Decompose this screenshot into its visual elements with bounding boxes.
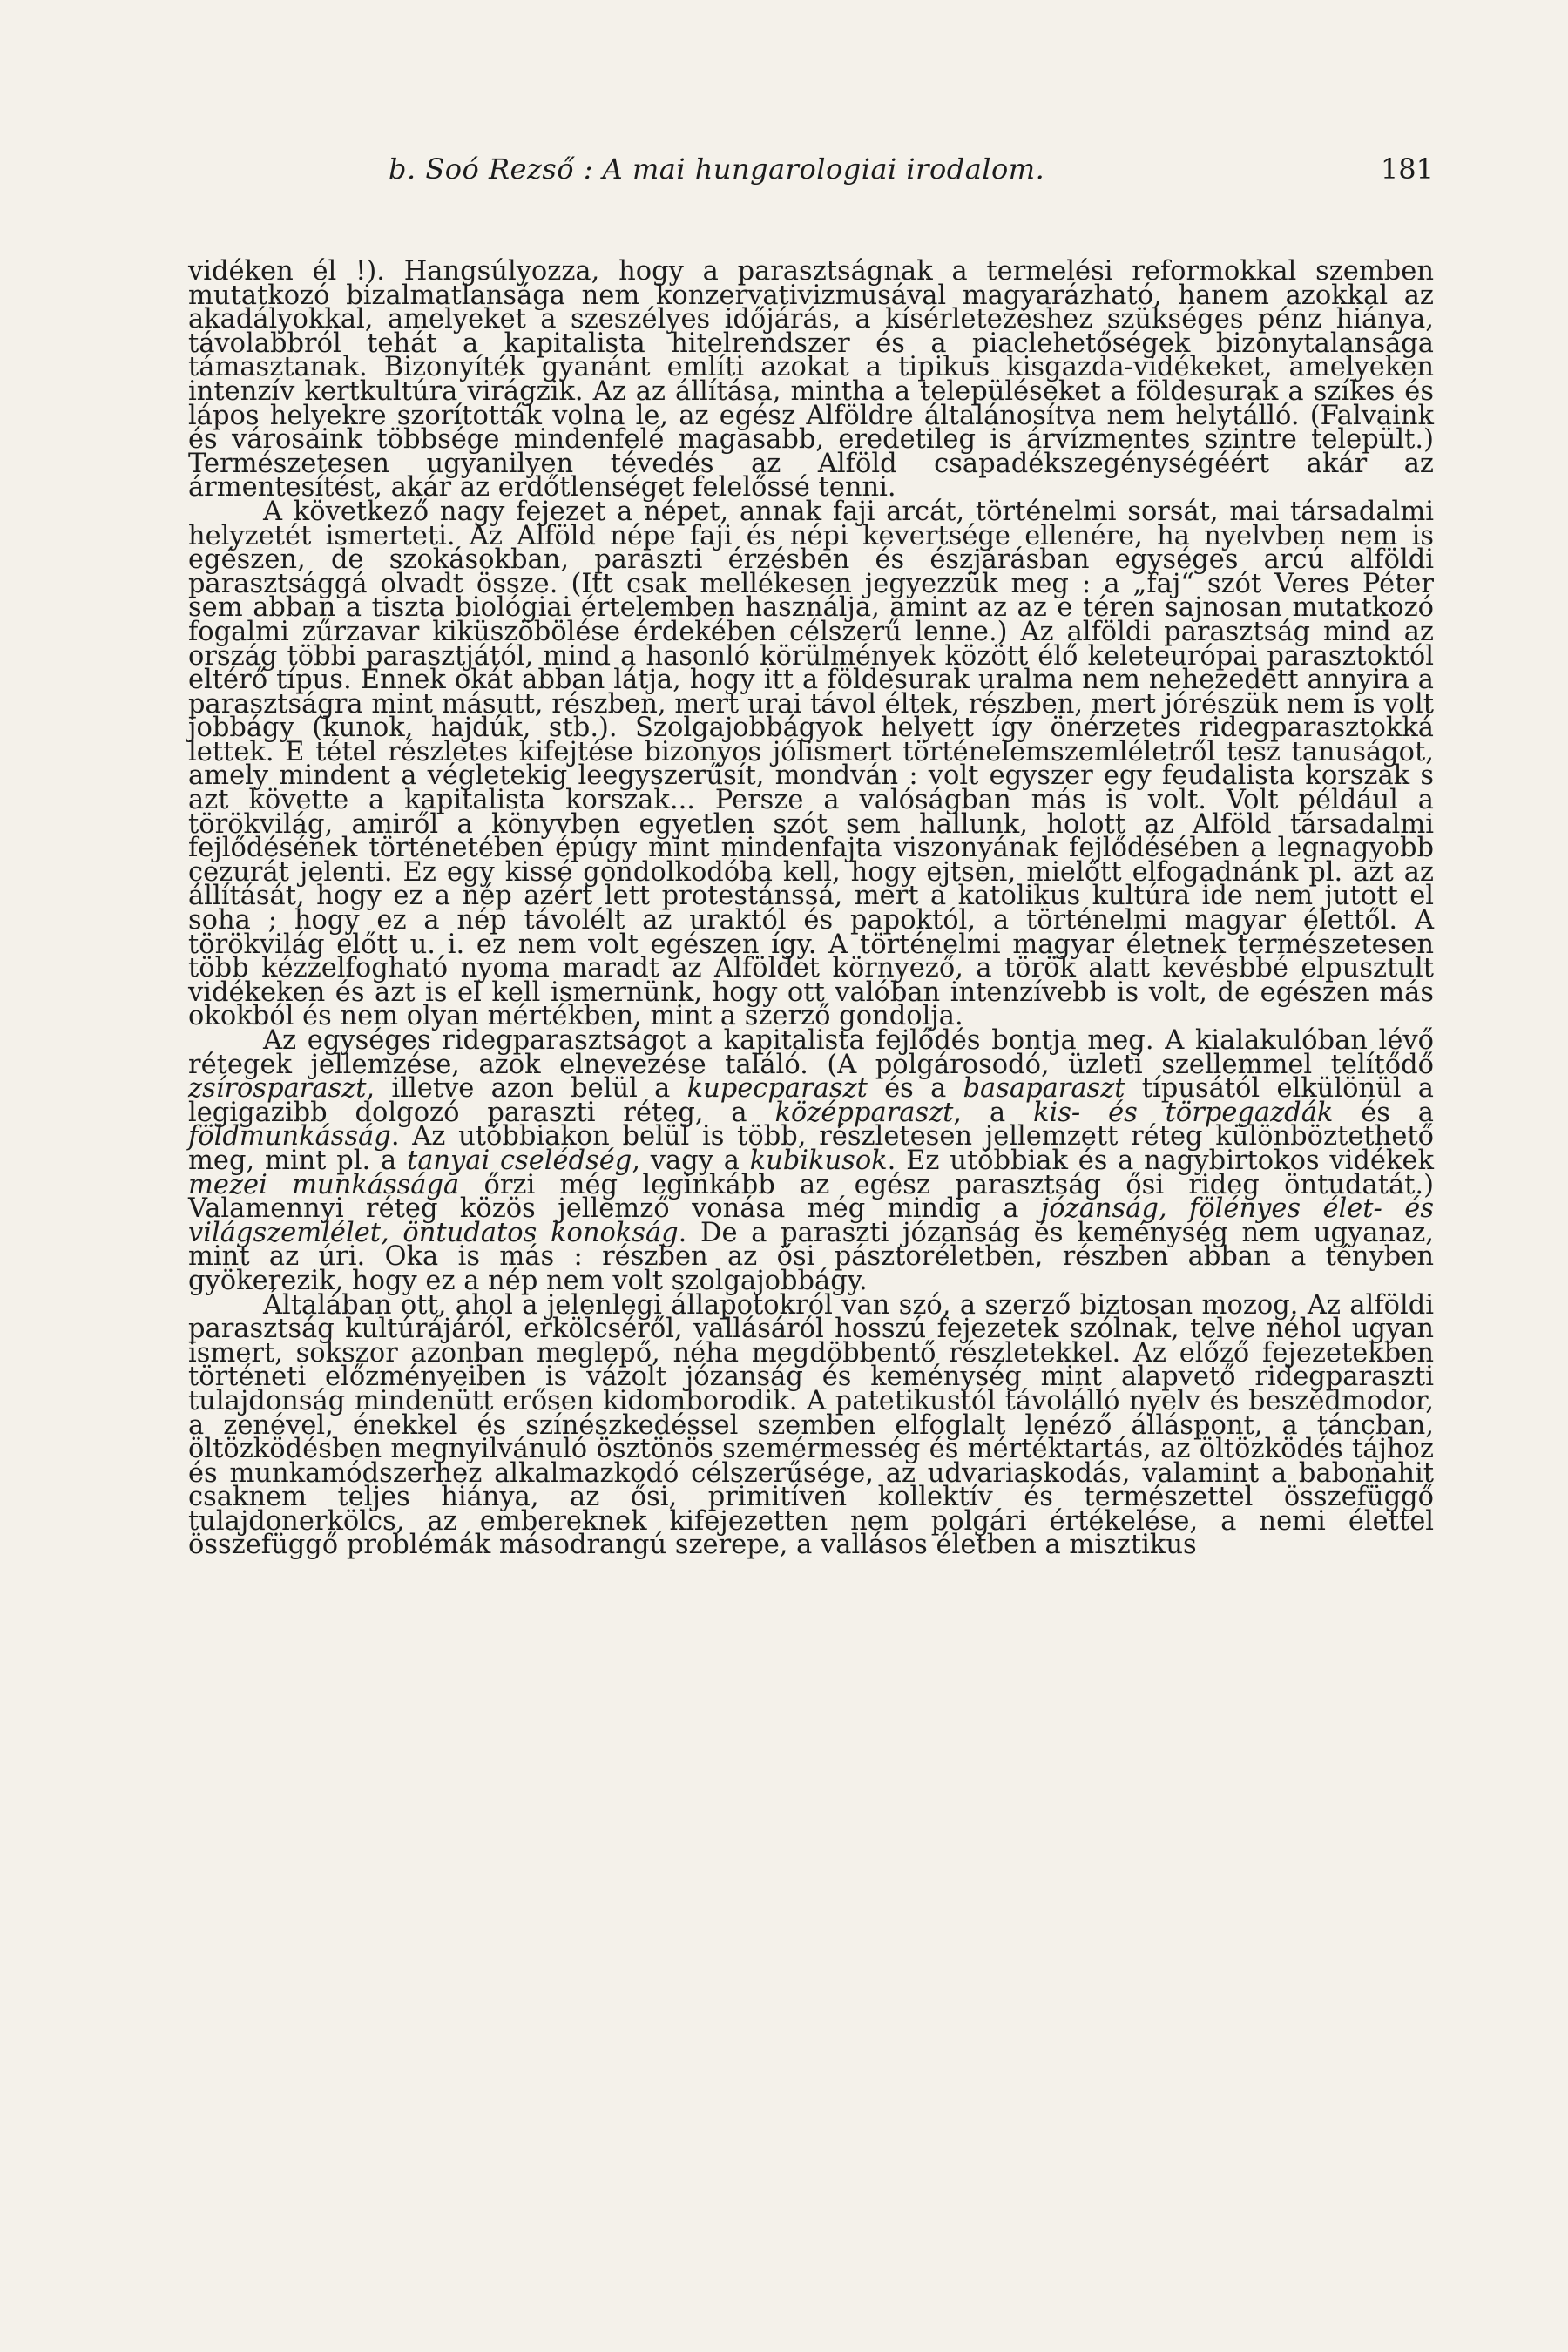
italic-term: földmunkásság [188,1121,391,1152]
paragraph [188,496,1434,1032]
text-run: vidéken él !). Hangsúlyozza, hogy a parasztságnak a termelési reformokkal szemben mutatkozó bizalmatlansága nem konzervativizmusával magyarázható, hanem azokkal az akadályokkal, amelyeket a szeszélyes időjárás, a kísérletezéshez szükséges pénz hiánya, távolabbról tehát a kapitalista hitelrendszer és a piaclehetőségek bizonytalansága támasztanak. Bizonyíték gyanánt említi azokat a tipikus kisgazda-vidékeket, amelyeken intenzív kertkultúra virágzik. Az az állítása, mintha a településeket a földesurak a szíkes és lápos helyekre szorították volna le, az egész Alföldre általánosítva nem helytálló. (Falvaink és városaink többsége mindenfelé magasabb, eredetileg is árvízmentes szintre települt.) Természetesen ugyanilyen tévedés az Alföld csapadékszegénységéért akár az ármentesítést, akár az erdőtlenséget felelőssé tenni. [188,256,1434,504]
italic-term: mezei munkássága [188,1169,460,1200]
italic-term: tanyai cselédség [406,1145,632,1176]
text-run: , vagy a [632,1145,750,1176]
italic-term: józanság, fölényes élet- és világszemlélet, öntudatos konokság [188,1193,1434,1248]
italic-term: középparaszt [774,1097,954,1128]
text-run: , illetve azon belül a [366,1073,687,1105]
text-run: Az egységes ridegparasztságot a kapitalista fejlődés bontja meg. A kialakulóban lévő rétegek jellemzése, azok elnevezése találó. (A polgárosodó, üzleti szellemmel telítődő [188,1025,1434,1080]
text-run: A következő nagy fejezet a népet, annak faji arcát, történelmi sorsát, mai társadalmi helyzetét ismerteti. Az Alföld népe faji és népi kevertsége ellenére, ha nyelvben nem is egészen, de szokásokban, paraszti érzésben és észjárásban egységes arcú alföldi parasztsággá olvadt össze. (Itt csak mellékesen jegyezzük meg : a „faj“ szót Veres Péter sem abban a tiszta biológiai értelemben használja, amint az az e téren sajnosan mutatkozó fogalmi zűrzavar kiküszöbölése érdekében célszerű lenne.) Az alföldi parasztság mind az ország többi parasztjától, mind a hasonló körülmények között élő keleteurópai parasztoktól eltérő típus. Ennek okát abban látja, hogy itt a földesurak uralma nem nehezedett annyira a parasztságra mint másutt, részben, mert urai távol éltek, részben, mert jórészük nem is volt jobbágy (kunok, hajdúk, stb.). Szolgajobbágyok helyett így önérzetes ridegparasztokká lettek. E tétel részletes kifejtése bizonyos jólismert történelemszemléletről tesz tanuságot, amely mindent a végletekig leegyszerűsít, mondván : volt egyszer egy feudalista korszak s azt követte a kapitalista korszak... Persze a valóságban más is volt. Volt például a törökvilág, amiről a könyvben egyetlen szót sem hallunk, holott az Alföld társadalmi fejlődésének történetében épúgy mint mindenfajta viszonyának fejlődésében a legnagyobb cezurát jelenti. Ez egy kissé gondolkodóba kell, hogy ejtsen, mielőtt elfogadnánk pl. azt az állítását, hogy ez a nép azért lett protestánssá, mert a katolikus kultúra ide nem jutott el soha ; hogy ez a nép távolélt az uraktól és papoktól, a történelmi magyar élettől. A törökvilág előtt u. i. ez nem volt egészen így. A történelmi magyar életnek természetesen több kézzelfogható nyoma maradt az Alföldet környező, a török alatt kevésbbé elpusztult vidékeken és azt is el kell ismernünk, hogy ott valóban intenzívebb is volt, de egészen más okokból és nem olyan mértékben, mint a szerző gondolja. [188,496,1434,1032]
italic-term: kubikusok [749,1145,888,1176]
text-run: , a [953,1097,1034,1128]
italic-term: kupecparaszt [686,1073,868,1105]
text-run: . De a paraszti józanság és keménység nem ugyanaz, mint az úri. Oka is más : részben az ősi pásztoréletben, részben abban a tényben gyökerezik, hogy ez a nép nem volt szolgajobbágy. [188,1217,1434,1296]
text-run: őrzi még leginkább az egész parasztság ősi rideg öntudatát.) Valamennyi réteg közös jellemző vonása még mindig a [188,1169,1434,1225]
paragraph [188,1289,1434,1561]
text-run: típusától elkülönül a legigazibb dolgozó paraszti réteg, a [188,1073,1434,1128]
paragraph [188,1025,1434,1296]
page-number: 181 [1380,152,1434,186]
text-run: . Az utóbbiakon belül is több, részletesen jellemzett réteg különböztethető meg, mint pl. a [188,1121,1434,1176]
italic-term: basaparaszt [963,1073,1125,1105]
text-run: Általában ott, ahol a jelenlegi állapotokról van szó, a szerző biztosan mozog. Az alföldi parasztság kultúrájáról, erkölcséről, vallásáról hosszú fejezetek szólnak, telve néhol ugyan ismert, sokszor azonban meglepő, néha megdöbbentő részletekkel. Az előző fejezetekben történeti előzményeiben is vázolt józanság és keménység mint alapvető ridegparaszti tulajdonság mindenütt erősen kidomborodik. A patetikustól távolálló nyelv és beszédmodor, a zenével, énekkel és színészkedéssel szemben elfoglalt lenéző álláspont, a táncban, öltözködésben megnyilvánuló ösztönös szemérmesség és mértéktartás, az öltözködés tájhoz és munkamódszerhez alkalmazkodó célszerűsége, az udvariaskodás, valamint a babonahit csaknem teljes hiánya, az ősi, primitíven kollektív és természettel összefüggő tulajdonerkölcs, az embereknek kifejezetten nem polgári értékelése, a nemi élettel összefüggő problémák másodrangú szerepe, a vallásos életben a misztikus [188,1289,1434,1561]
paragraph [188,256,1434,504]
text-run: és a [867,1073,963,1105]
text-run: és a [1333,1097,1434,1128]
running-head-title: b. Soó Rezső : A mai hungarologiai irodalom. [389,152,1045,186]
running-head [188,152,1434,196]
italic-term: kis- és törpegazdák [1033,1097,1334,1128]
body-text [188,256,1434,1561]
italic-term: zsírosparaszt [188,1073,367,1105]
text-run: . Ez utóbbiak és a nagybirtokos vidékek [887,1145,1434,1176]
